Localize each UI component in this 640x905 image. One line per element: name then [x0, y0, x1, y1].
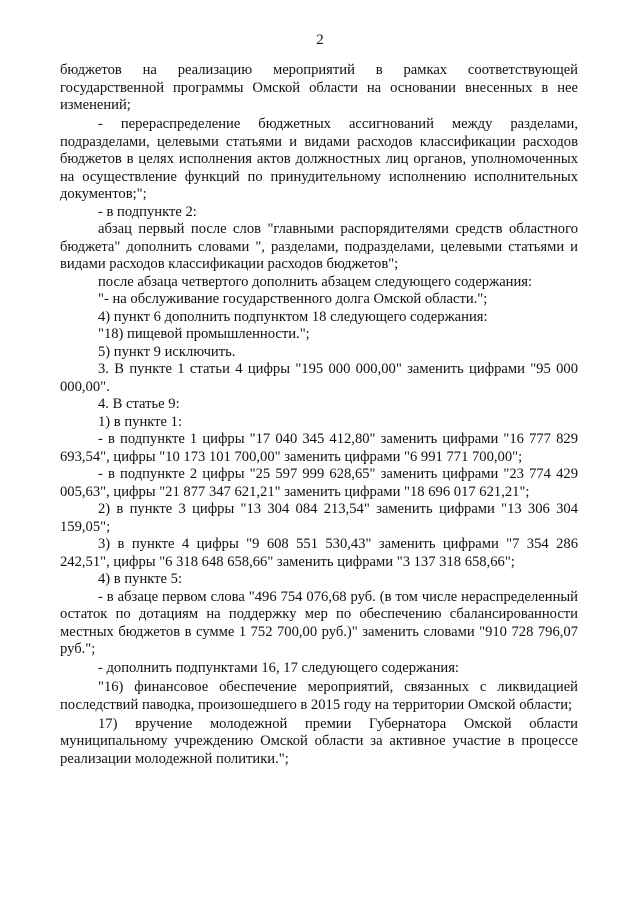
paragraph: 1) в пункте 1: [98, 413, 183, 430]
page-number: 2 [316, 32, 324, 48]
paragraph: 3) в пункте 4 цифры "9 608 551 530,43" заменить цифрами "7 354 286 242,51", цифры "6 318 648 658,66" заменить цифрами "3 137 318 658,66"; [60, 536, 578, 570]
paragraph: - дополнить подпунктами 16, 17 следующего содержания: [98, 660, 459, 676]
paragraph: "18) пищевой промышленности."; [98, 326, 310, 342]
paragraph: 4) в пункте 5: [98, 571, 183, 587]
paragraph: "- на обслуживание государственного долга Омской области."; [98, 291, 488, 307]
paragraph: 2) в пункте 3 цифры "13 304 084 213,54" заменить цифрами "13 306 304 159,05"; [60, 501, 578, 535]
paragraph: 17) вручение молодежной премии Губернатора Омской области муниципальному учреждению Омской области за активное участие в процессе реализации молодежной политики."; [60, 715, 578, 767]
paragraph: 5) пункт 9 исключить. [98, 343, 236, 360]
paragraph: "16) финансовое обеспечение мероприятий, связанных с ликвидацией последствий паводка, произошедшего в 2015 году на территории Омской области; [60, 679, 578, 713]
document-body [60, 62, 578, 768]
paragraph: - в подпункте 2 цифры "25 597 999 628,65" заменить цифрами "23 774 429 005,63", цифры "21 877 347 621,21" заменить цифрами "18 696 017 621,21"; [60, 466, 578, 500]
paragraph: - в подпункте 1 цифры "17 040 345 412,80" заменить цифрами "16 777 829 693,54", цифры "10 173 101 700,00" заменить цифрами "6 991 771 700,00"; [60, 431, 578, 465]
paragraph: 3. В пункте 1 статьи 4 цифры "195 000 000,00" заменить цифрами "95 000 000,00". [60, 361, 578, 395]
paragraph: абзац первый после слов "главными распорядителями средств областного бюджета" дополнить словами ", разделами, подразделами, целевыми статьями и видами расходов классификации расходов бюджетов"; [60, 221, 578, 272]
paragraph: 4. В статье 9: [98, 396, 180, 412]
paragraph: - перераспределение бюджетных ассигнований между разделами, подразделами, целевыми статьями и видами расходов классификации расходов бюджетов в целях исполнения актов должностных лиц органов, уполномоченных на осуществление функций по принудительному исполнению исполнительных документов;"; [60, 116, 578, 202]
paragraph: бюджетов на реализацию мероприятий в рамках соответствующей государственной программы Омской области на основании внесенных в нее изменений; [60, 62, 578, 113]
paragraph: - в подпункте 2: [98, 203, 197, 220]
paragraph: 4) пункт 6 дополнить подпунктом 18 следующего содержания: [98, 308, 488, 325]
paragraph: - в абзаце первом слова "496 754 076,68 руб. (в том числе нераспределенный остаток по дотациям на поддержку мер по обеспечению сбалансированности местных бюджетов в сумме 1 752 700,00 руб.)" заменить словами "910 728 796,07 руб."; [60, 588, 578, 657]
paragraph: после абзаца четвертого дополнить абзацем следующего содержания: [98, 273, 533, 290]
